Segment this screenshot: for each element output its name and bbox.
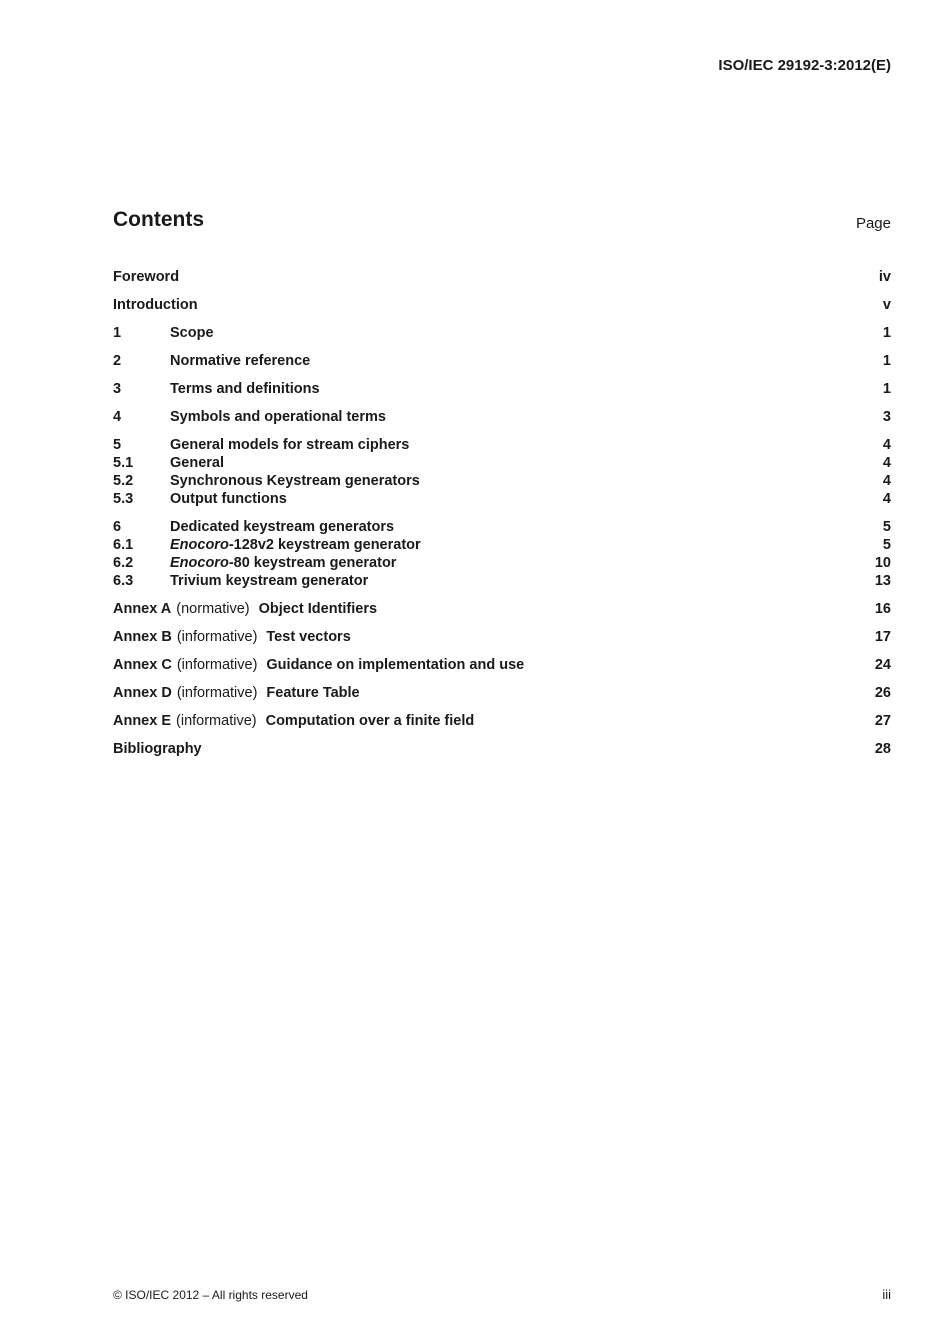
toc-label: [170, 536, 421, 554]
annex-type: (informative): [176, 629, 258, 645]
toc-entry-1[interactable]: [113, 324, 891, 342]
annex-type: (informative): [176, 713, 257, 729]
toc-label: Object Identifiers: [258, 601, 378, 617]
toc-page: 5: [882, 537, 891, 553]
toc-label-italic: Enocoro: [170, 555, 229, 571]
toc-entry-5-2[interactable]: [113, 472, 891, 490]
toc-entry-6[interactable]: [113, 518, 891, 536]
toc-label: Test vectors: [266, 629, 351, 645]
toc-number: 6.1: [113, 537, 134, 553]
toc-page: v: [882, 297, 891, 313]
toc-entry-annex-e[interactable]: [113, 712, 891, 730]
copyright-notice: © ISO/IEC 2012 – All rights reserved: [113, 1288, 308, 1302]
page-number: iii: [882, 1287, 891, 1302]
toc-number: 6.2: [113, 555, 134, 571]
toc-entry-annex-d[interactable]: [113, 684, 891, 702]
toc-entry-introduction[interactable]: [113, 296, 891, 314]
annex-type: (informative): [176, 685, 258, 701]
toc-page: 5: [882, 519, 891, 535]
toc-page: 1: [882, 325, 891, 341]
toc-label-rest: -128v2 keystream generator: [228, 537, 421, 553]
annex-type: (normative): [176, 601, 250, 617]
toc-entry-foreword[interactable]: [113, 268, 891, 286]
toc-number: 5: [113, 437, 122, 453]
toc-entry-4[interactable]: [113, 408, 891, 426]
document-id: ISO/IEC 29192-3:2012(E): [718, 57, 891, 74]
page-column-label: Page: [855, 215, 891, 232]
toc-label: General models for stream ciphers: [170, 437, 410, 453]
annex-key: Annex A: [113, 601, 172, 617]
toc-entry-6-3[interactable]: [113, 572, 891, 590]
toc-label: Dedicated keystream generators: [170, 519, 395, 535]
toc-page: 3: [882, 409, 891, 425]
toc-entry-5[interactable]: [113, 436, 891, 454]
toc-page: 4: [882, 455, 891, 471]
table-of-contents: [113, 268, 891, 758]
toc-label: Output functions: [170, 491, 287, 507]
toc-entry-2[interactable]: [113, 352, 891, 370]
toc-page: 1: [882, 353, 891, 369]
toc-label: Trivium keystream generator: [170, 573, 369, 589]
toc-label: Terms and definitions: [170, 381, 320, 397]
toc-number: 5.1: [113, 455, 134, 471]
toc-entry-bibliography[interactable]: [113, 740, 891, 758]
toc-page: 27: [874, 713, 891, 729]
toc-number: 1: [113, 325, 122, 341]
toc-label: Bibliography: [113, 741, 202, 757]
toc-page: 17: [874, 629, 891, 645]
contents-title: Contents: [113, 208, 204, 231]
toc-page: 1: [882, 381, 891, 397]
toc-label: [170, 554, 396, 572]
toc-entry-annex-c[interactable]: [113, 656, 891, 674]
toc-page: 26: [874, 685, 891, 701]
toc-number: 3: [113, 381, 122, 397]
toc-entry-5-1[interactable]: [113, 454, 891, 472]
toc-label: General: [170, 455, 224, 471]
annex-key: Annex D: [113, 685, 172, 701]
toc-number: 5.3: [113, 491, 134, 507]
toc-page: 24: [874, 657, 891, 673]
toc-page: 4: [882, 437, 891, 453]
toc-entry-3[interactable]: [113, 380, 891, 398]
toc-label: Guidance on implementation and use: [266, 657, 525, 673]
toc-entry-5-3[interactable]: [113, 490, 891, 508]
toc-entry-annex-a[interactable]: [113, 600, 891, 618]
toc-label-italic: Enocoro: [170, 537, 229, 553]
toc-page: iv: [878, 269, 891, 285]
annex-key: Annex E: [113, 713, 172, 729]
toc-label: Foreword: [113, 269, 180, 285]
toc-number: 4: [113, 409, 122, 425]
toc-label-rest: -80 keystream generator: [228, 555, 397, 571]
toc-label: Computation over a finite field: [265, 713, 475, 729]
toc-label: Feature Table: [266, 685, 360, 701]
toc-entry-annex-b[interactable]: [113, 628, 891, 646]
toc-page: 4: [882, 491, 891, 507]
toc-number: 6.3: [113, 573, 134, 589]
annex-key: Annex B: [113, 629, 172, 645]
toc-label: Synchronous Keystream generators: [170, 473, 420, 489]
toc-page: 13: [874, 573, 891, 589]
toc-number: 2: [113, 353, 122, 369]
toc-page: 10: [874, 555, 891, 571]
toc-label: Normative reference: [170, 353, 311, 369]
toc-label: Introduction: [113, 297, 198, 313]
toc-page: 16: [874, 601, 891, 617]
toc-number: 5.2: [113, 473, 134, 489]
toc-label: Symbols and operational terms: [170, 409, 386, 425]
annex-key: Annex C: [113, 657, 172, 673]
toc-entry-6-2[interactable]: [113, 554, 891, 572]
toc-number: 6: [113, 519, 122, 535]
toc-entry-6-1[interactable]: [113, 536, 891, 554]
toc-page: 28: [874, 741, 891, 757]
annex-type: (informative): [176, 657, 258, 673]
toc-label: Scope: [170, 325, 214, 341]
toc-page: 4: [882, 473, 891, 489]
